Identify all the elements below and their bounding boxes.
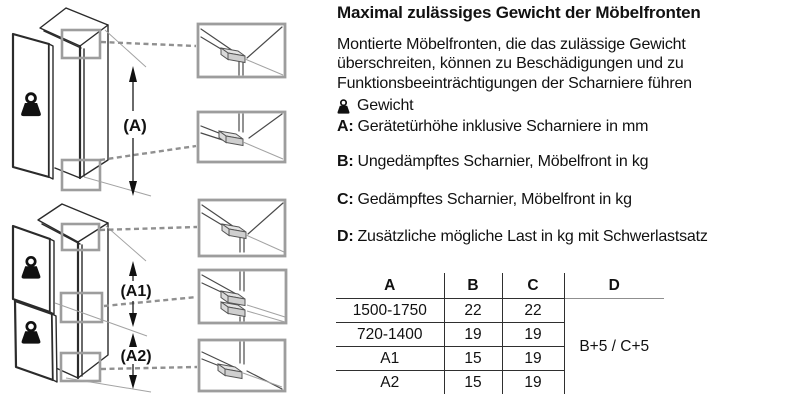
col-header-a: A [336,273,444,299]
lower-door-edge [52,314,57,382]
page-title: Maximal zulässiges Gewicht der Möbelfronten [337,3,701,22]
table-row [336,299,664,323]
dimension-label-a: (A) [123,116,147,135]
cell-b: 15 [444,371,502,395]
arrowhead-down [129,313,137,327]
legend-item-d [337,228,793,246]
arrowhead-down [129,375,137,389]
col-header-c: C [502,273,564,299]
arrowhead-up [129,261,137,276]
cell-b: 22 [444,299,502,323]
cell-c: 22 [502,299,564,323]
hinge-detail-box-bottom [198,112,285,162]
door-panel-edge [49,44,53,179]
cell-a: A1 [336,347,444,371]
legend-text: Gerätetürhöhe inklusive Scharniere in mm [357,118,649,135]
cell-a: A2 [380,373,400,391]
leader-lines [84,30,151,196]
weight-table [336,273,664,394]
dimension-arrow-a [123,66,147,196]
appliance-double-door-diagram [13,204,197,392]
cell-c: 19 [502,323,564,347]
hinge-detail-box-middle [199,270,286,323]
table-header-row [336,273,664,299]
legend-text: Gedämpftes Scharnier, Möbelfront in kg [357,191,632,208]
cell-b: 15 [444,347,502,371]
legend-text: Zusätzliche mögliche Last in kg mit Schwerlastsatz [357,228,708,245]
weight-kettlebell-icon [337,98,350,115]
legend-item-a [337,118,793,136]
cell-c: 19 [502,371,564,395]
col-header-d: D [564,273,664,299]
hinge-detail-box-top [198,24,285,77]
cell-a: 1500-1750 [336,299,444,323]
dimension-label-a2: (A2) [120,348,152,365]
legend-item-c [337,191,793,209]
arrowhead-down [129,181,137,196]
dimension-arrow-a2 [120,333,151,389]
dashed-leader-lines [100,42,196,160]
weight-label: Gewicht [357,97,414,114]
warning-text: Montierte Möbelfronten, die das zulässige Gewicht überschreiten, können zu Beschädigungen und zu Funktionsbeeinträchtigungen der Scharniere führen [337,36,692,92]
legend-prefix: B: [337,153,354,170]
legend-prefix: D: [337,228,354,245]
cell-b: 19 [444,323,502,347]
cell-c: 19 [502,347,564,371]
arrowhead-up [129,66,137,82]
dimension-label-a1: (A1) [120,283,152,300]
arrowhead-up [129,333,137,347]
hinge-detail-box-bottom2 [199,340,285,391]
legend-item-b [337,153,793,171]
cell-a: 720-1400 [336,323,444,347]
weight-legend-row [337,97,413,115]
installation-diagrams [0,0,340,400]
dimension-arrow-a1 [120,261,151,327]
cell-d-span: B+5 / C+5 [564,299,664,395]
appliance-single-door-diagram [13,8,196,196]
legend-text: Ungedämpftes Scharnier, Möbelfront in kg [357,153,649,170]
legend-prefix: C: [337,191,354,208]
legend-prefix: A: [337,118,354,135]
hinge-detail-box-top2 [199,200,285,256]
upper-door-edge [50,239,54,314]
cabinet-top-face [40,8,108,46]
col-header-b: B [444,273,502,299]
